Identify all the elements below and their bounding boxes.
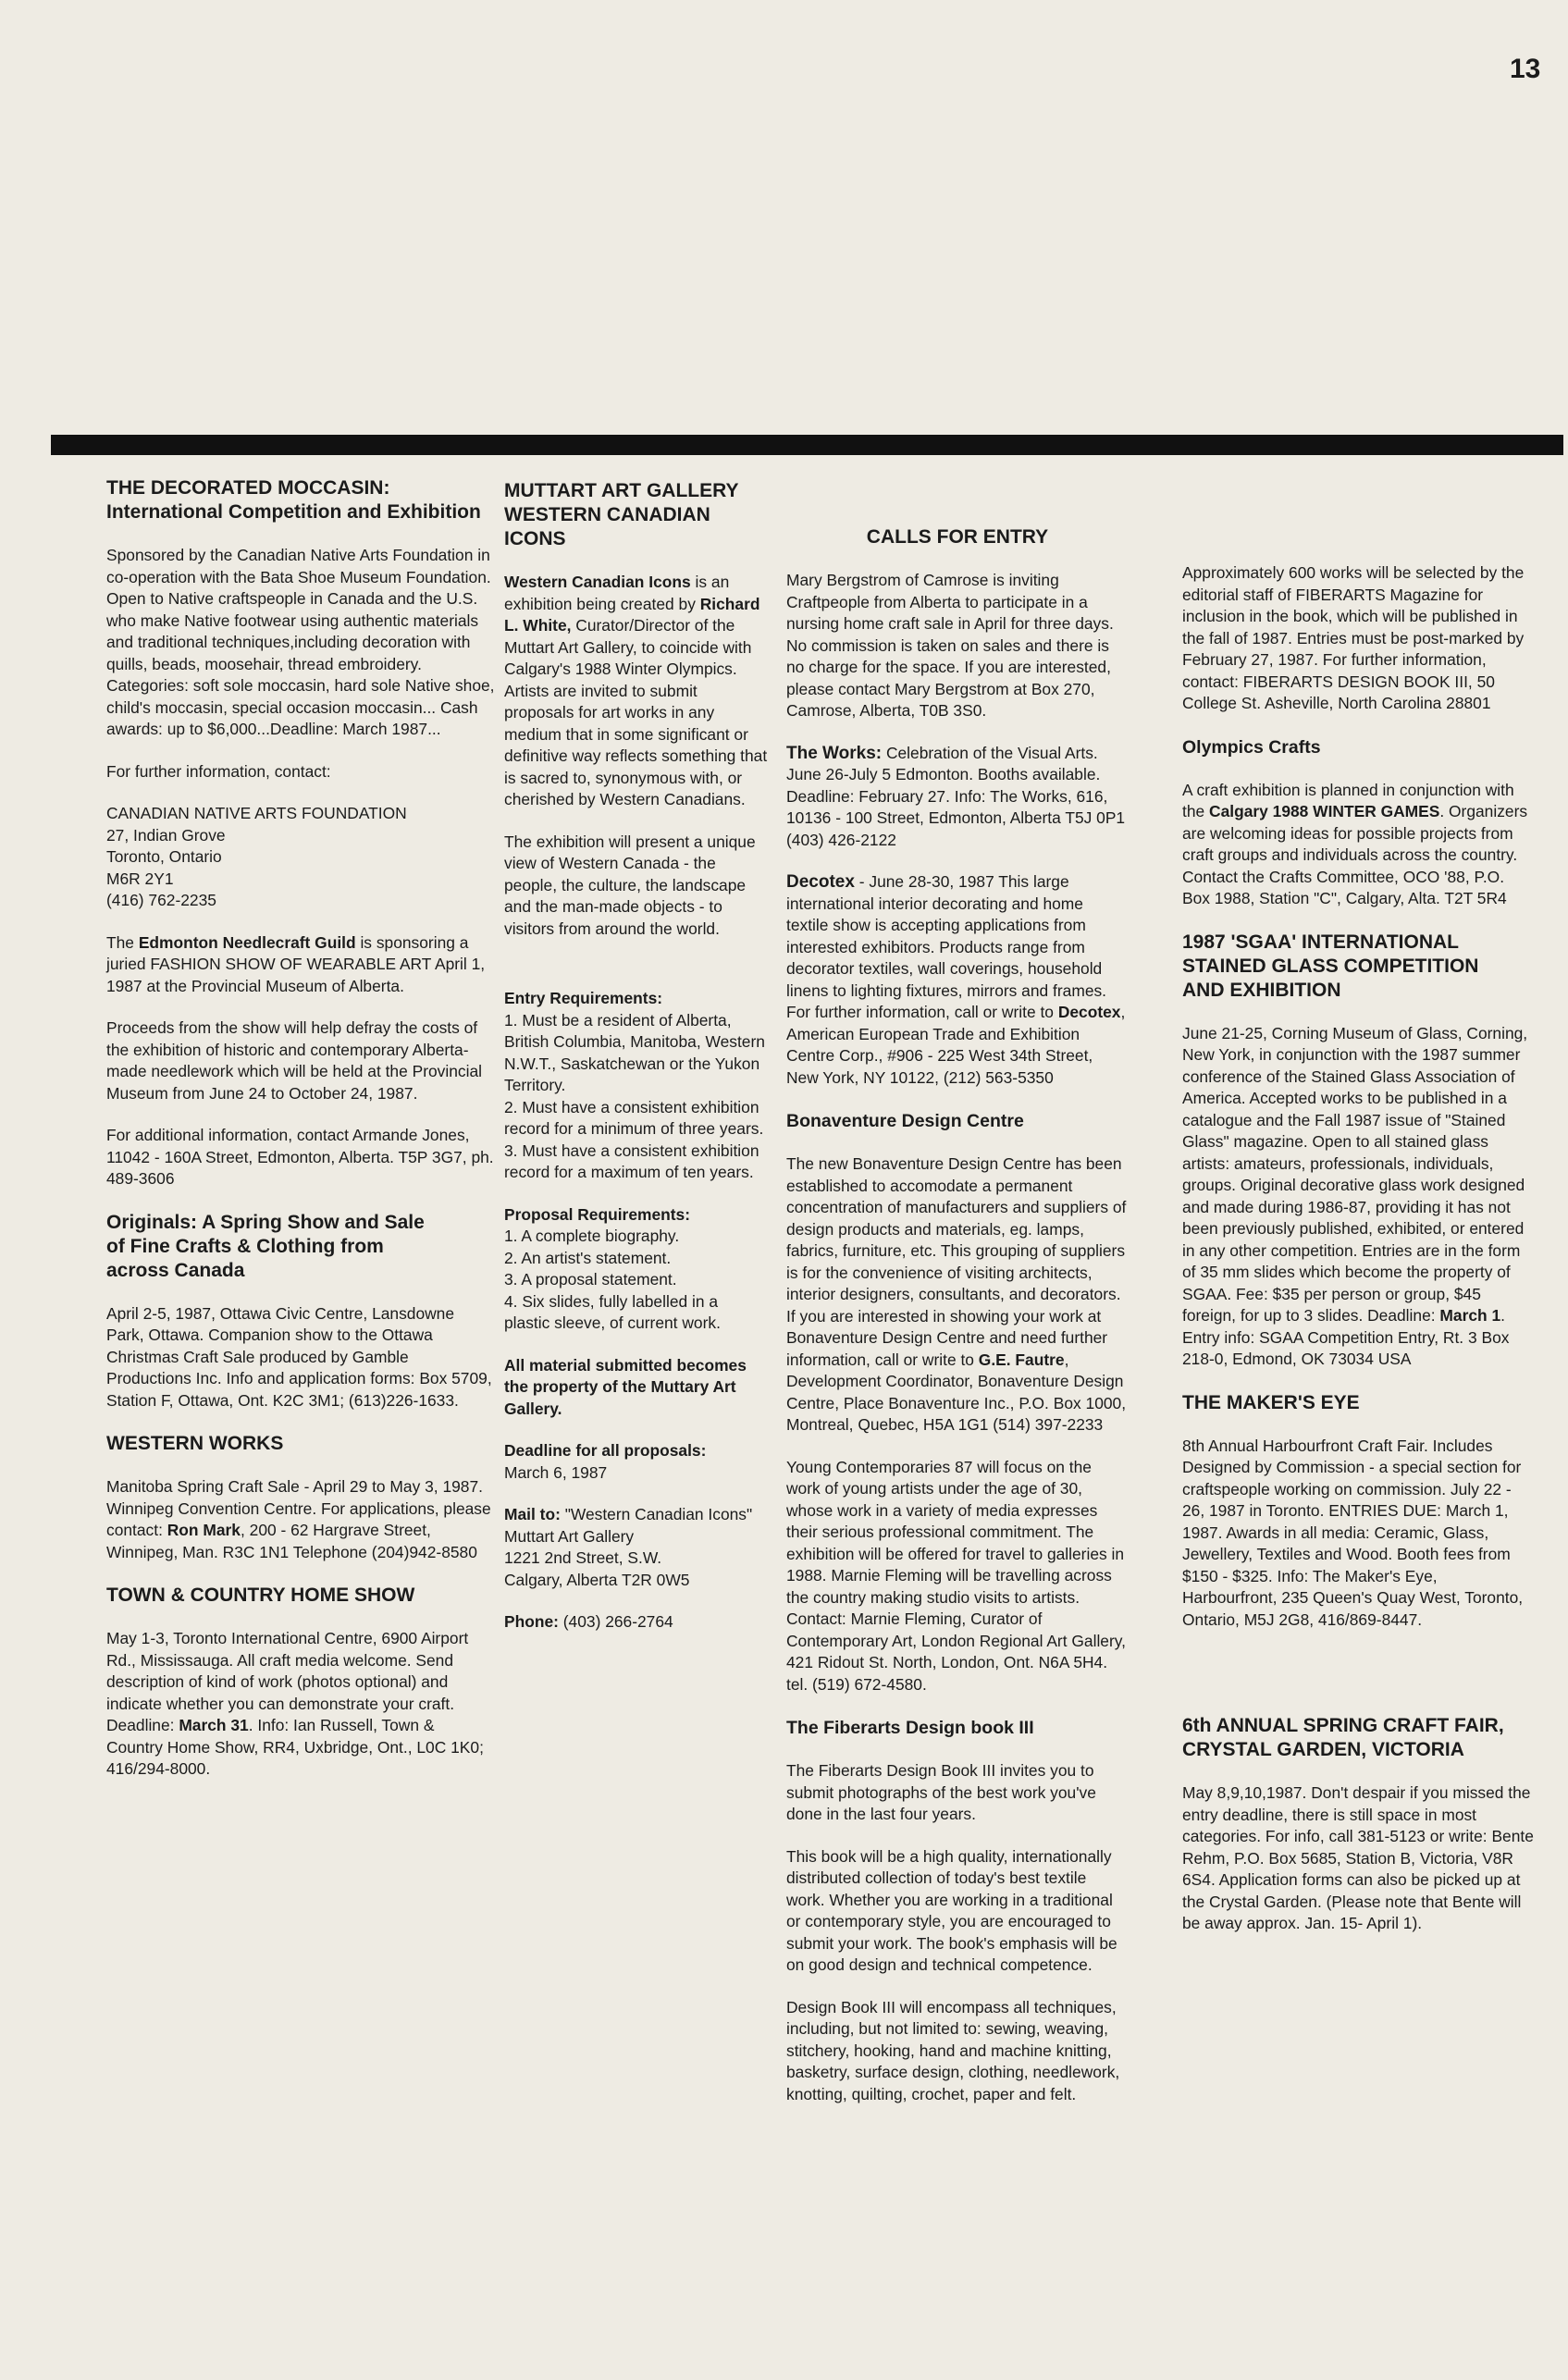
the-works-notice: The Works: Celebration of the Visual Arts. June 26-July 5 Edmonton. Booths available. Deadline: February 27. Info: The Works, 616, 10136 - 100 Street, Edmonton, Alberta T5J 0P1 (403) 426-2122 — [786, 743, 1126, 849]
fiberarts-para-3: Design Book III will encompass all techniques, including, but not limited to: sewing, weaving, stitchery, hooking, hand and machine knitting, basketry, surface design, clothing, needlework, knotting, quilting, crochet, paper and felt. — [786, 1997, 1120, 2103]
originals-body: April 2-5, 1987, Ottawa Civic Centre, Lansdowne Park, Ottawa. Companion show to the Ottawa Christmas Craft Sale produced by Gamble Productions Inc. Info and application forms: Box 5709, Station F, Ottawa, Ont. K2C 3M1; (613)226-1633. — [106, 1303, 492, 1410]
column-3 — [786, 525, 1129, 2126]
sgaa-title: 1987 'SGAA' INTERNATIONAL STAINED GLASS COMPETITION AND EXHIBITION — [1182, 931, 1479, 1001]
fiberarts-para-2: This book will be a high quality, internationally distributed collection of today's best textile work. Whether you are working in a traditional or contemporary style, you are encouraged to submit your work. The book's emphasis will be on good design and technical competence. — [786, 1846, 1117, 1974]
makers-eye-title: THE MAKER'S EYE — [1182, 1391, 1360, 1413]
moccasin-contact-intro: For further information, contact: — [106, 761, 331, 781]
olympics-crafts-body: A craft exhibition is planned in conjunction with the Calgary 1988 WINTER GAMES. Organizers are welcoming ideas for possible projects from craft groups and individuals across the country. Contact the Crafts Committee, OCO '88, P.O. Box 1988, Station "C", Calgary, Alta. T2T 5R4 — [1182, 780, 1528, 907]
column-1 — [106, 476, 495, 1801]
bonaventure-title: Bonaventure Design Centre — [786, 1111, 1024, 1131]
deadline-value: March 6, 1987 — [504, 1462, 608, 1482]
entry-requirements-list: 1. Must be a resident of Alberta, British Columbia, Manitoba, Western N.W.T., Saskatchewan or the Yukon Territory. 2. Must have a consistent exhibition record for a minimum of three years. 3. Must have a consistent exhibition record for a maximum of ten years. — [504, 1010, 765, 1181]
column-2 — [504, 479, 768, 1654]
needlecraft-para-2: Proceeds from the show will help defray the costs of the exhibition of historic and contemporary Alberta-made needlework which will be held at the Provincial Museum from June 24 to October 24, 1987. — [106, 1018, 482, 1103]
western-works-title: WESTERN WORKS — [106, 1433, 284, 1454]
calls-for-entry-heading: CALLS FOR ENTRY — [866, 526, 1049, 548]
originals-title: Originals: A Spring Show and Sale of Fine Crafts & Clothing from across Canada — [106, 1211, 425, 1281]
muttart-title: MUTTART ART GALLERY WESTERN CANADIAN ICONS — [504, 480, 739, 549]
olympics-crafts-title: Olympics Crafts — [1182, 736, 1321, 758]
mail-to: Mail to: "Western Canadian Icons" Muttart Art Gallery 1221 2nd Street, S.W. Calgary, Alberta T2R 0W5 — [504, 1505, 753, 1589]
proposal-requirements-title: Proposal Requirements: — [504, 1204, 691, 1224]
bergstrom-notice: Mary Bergstrom of Camrose is inviting Craftpeople from Alberta to participate in a nursing home craft sale in April for three days. No commission is taken on sales and there is no charge for the space. If you are interested, please contact Mary Bergstrom at Box 270, Camrose, Alberta, T0B 3S0. — [786, 571, 1114, 720]
fiberarts-para-1: The Fiberarts Design Book III invites you to submit photographs of the best work you've done in the last four years. — [786, 1761, 1096, 1823]
moccasin-contact: CANADIAN NATIVE ARTS FOUNDATION 27, Indian Grove Toronto, Ontario M6R 2Y1 (416) 762-2235 — [106, 804, 407, 909]
column-4 — [1182, 562, 1536, 1955]
muttart-intro: Western Canadian Icons is an exhibition being created by Richard L. White, Curator/Director of the Muttart Art Gallery, to coincide with Calgary's 1988 Winter Olympics. Artists are invited to submit proposals for art works in any medium that in some significant or definitive way reflects something that is sacred to, synonymous with, or cherished by Western Canadians. — [504, 573, 768, 808]
page-number: 13 — [1510, 54, 1541, 84]
makers-eye-body: 8th Annual Harbourfront Craft Fair. Includes Designed by Commission - a special section for craftspeople working on commission. July 22 - 26, 1987 in Toronto. ENTRIES DUE: March 1, 1987. Awards in all media: Ceramic, Glass, Jewellery, Textiles and Wood. Booth fees from $150 - $325. Info: The Maker's Eye, Harbourfront, 235 Queen's Quay West, Toronto, Ontario, M5J 2G8, 416/869-8447. — [1182, 1436, 1524, 1629]
needlecraft-para-3: For additional information, contact Armande Jones, 11042 - 160A Street, Edmonton, Alberta. T5P 3G7, ph. 489-3606 — [106, 1126, 494, 1188]
moccasin-title: THE DECORATED MOCCASIN: International Competition and Exhibition — [106, 477, 481, 523]
fiberarts-title: The Fiberarts Design book III — [786, 1718, 1034, 1738]
section-divider-rule — [51, 435, 1563, 455]
needlecraft-para-1: The Edmonton Needlecraft Guild is sponsoring a juried FASHION SHOW OF WEARABLE ART April 1, 1987 at the Provincial Museum of Alberta. — [106, 932, 486, 995]
victoria-craft-fair-title: 6th ANNUAL SPRING CRAFT FAIR, CRYSTAL GARDEN, VICTORIA — [1182, 1715, 1504, 1760]
moccasin-body: Sponsored by the Canadian Native Arts Foundation in co-operation with the Bata Shoe Museum Foundation. Open to Native craftspeople in Canada and the U.S. who make Native footwear using authentic materials and traditional techniques,including decoration with quills, beads, moosehair, thread embroidery. Categories: soft sole moccasin, hard sole Native shoe, child's moccasin, special occasion moccasin... Cash awards: up to $6,000...Deadline: March 1987... — [106, 546, 495, 738]
young-contemporaries-notice: Young Contemporaries 87 will focus on the work of young artists under the age of 30, whose work in a variety of media expresses their serious professional commitment. The exhibition will be offered for travel to galleries in 1988. Marnie Fleming will be travelling across the country making studio visits to artists. Contact: Marnie Fleming, Curator of Contemporary Art, London Regional Art Gallery, 421 Ridout St. North, London, Ont. N6A 5H4. tel. (519) 672-4580. — [786, 1457, 1127, 1694]
town-country-body: May 1-3, Toronto International Centre, 6900 Airport Rd., Mississauga. All craft media welcome. Send description of kind of work (photos optional) and indicate whether you can demonstrate your craft. Deadline: March 31. Info: Ian Russell, Town & Country Home Show, RR4, Uxbridge, Ont., L0C 1K0; 416/294-8000. — [106, 1629, 484, 1778]
proposal-requirements-list: 1. A complete biography. 2. An artist's statement. 3. A proposal statement. 4. Six slides, fully labelled in a plastic sleeve, of current work. — [504, 1227, 721, 1332]
phone: Phone: (403) 266-2764 — [504, 1612, 673, 1631]
western-works-body: Manitoba Spring Craft Sale - April 29 to May 3, 1987. Winnipeg Convention Centre. For applications, please contact: Ron Mark, 200 - 62 Hargrave Street, Winnipeg, Man. R3C 1N1 Telephone (204)942-8580 — [106, 1477, 491, 1561]
entry-requirements-title: Entry Requirements: — [504, 989, 663, 1007]
property-notice: All material submitted becomes the property of the Muttary Art Gallery. — [504, 1355, 747, 1418]
deadline-title: Deadline for all proposals: — [504, 1441, 707, 1460]
victoria-craft-fair-body: May 8,9,10,1987. Don't despair if you missed the entry deadline, there is still space in most categories. For info, call 381-5123 or write: Bente Rehm, P.O. Box 5685, Station B, Victoria, V8R 6S4. Application forms can also be picked up at the Crystal Garden. (Please note that Bente will be away approx. Jan. 15- April 1). — [1182, 1783, 1534, 1932]
decotex-notice: Decotex - June 28-30, 1987 This large international interior decorating and home textile show is accepting applications from interested exhibitors. Products range from decorator textiles, wall coverings, household linens to lighting fixtures, mirrors and frames. For further information, call or write to Decotex, American European Trade and Exhibition Centre Corp., #906 - 225 West 34th Street, New York, NY 10122, (212) 563-5350 — [786, 872, 1126, 1087]
sgaa-body: June 21-25, Corning Museum of Glass, Corning, New York, in conjunction with the 1987 summer conference of the Stained Glass Association of America. Accepted works to be published in a catalogue and the Fall 1987 issue of "Stained Glass" magazine. Open to all stained glass artists: amateurs, professionals, individuals, groups. Original decorative glass work designed and made during 1986-87, providing it has not been previously published, exhibited, or entered in any other competition. Entries are in the form of 35 mm slides which become the property of SGAA. Fee: $35 per person or group, $45 foreign, for up to 3 slides. Deadline: March 1. Entry info: SGAA Competition Entry, Rt. 3 Box 218-0, Edmond, OK 73034 USA — [1182, 1023, 1528, 1368]
fiberarts-continued: Approximately 600 works will be selected by the editorial staff of FIBERARTS Magazine for inclusion in the book, which will be published in the fall of 1987. Entries must be post-marked by February 27, 1987. For further information, contact: FIBERARTS DESIGN BOOK III, 50 College St. Asheville, North Carolina 28801 — [1182, 563, 1525, 712]
bonaventure-body: The new Bonaventure Design Centre has been established to accomodate a permanent concentration of manufacturers and suppliers of design products and materials, eg. lamps, fabrics, furniture, etc. This grouping of suppliers is for the convenience of visiting architects, interior designers, consultants, and decorators. If you are interested in showing your work at Bonaventure Design Centre and need further information, call or write to G.E. Fautre, Development Coordinator, Bonaventure Design Centre, Place Bonaventure Inc., P.O. Box 1000, Montreal, Quebec, H5A 1G1 (514) 397-2233 — [786, 1154, 1127, 1434]
town-country-title: TOWN & COUNTRY HOME SHOW — [106, 1585, 415, 1606]
muttart-para-2: The exhibition will present a unique view of Western Canada - the people, the culture, the landscape and the man-made objects - to visitors from around the world. — [504, 832, 756, 938]
needlecraft-org: Edmonton Needlecraft Guild — [138, 932, 356, 952]
